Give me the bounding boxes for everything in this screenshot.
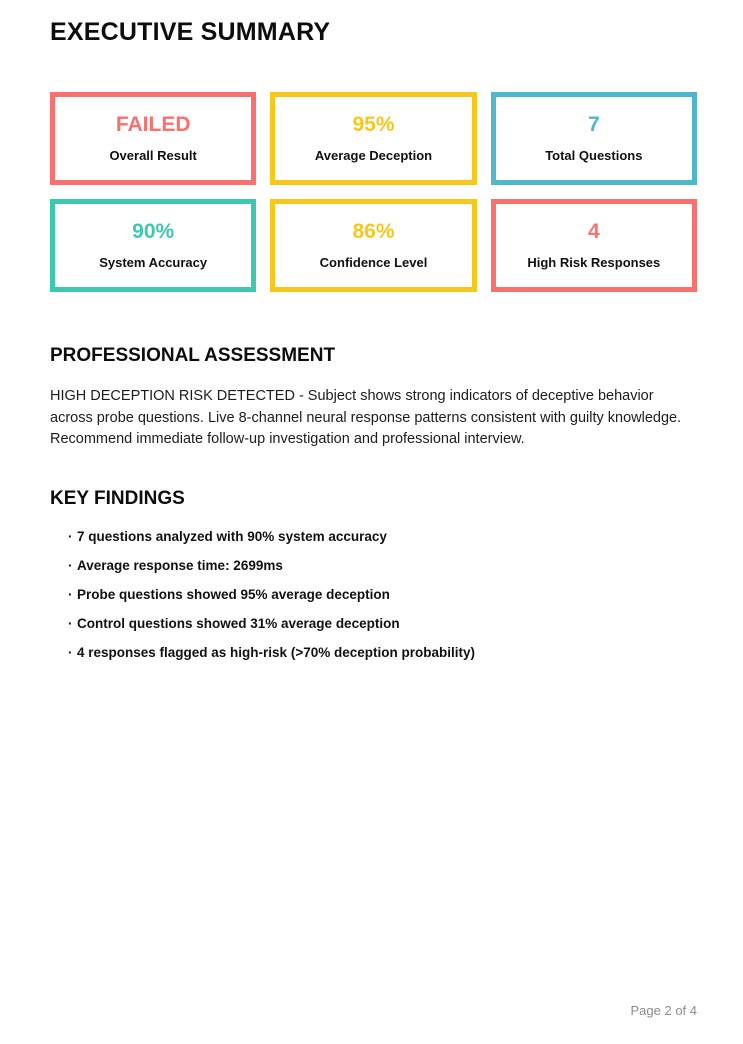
finding-item bbox=[68, 559, 697, 573]
bullet-icon: · bbox=[68, 615, 73, 631]
findings-list bbox=[50, 530, 697, 660]
stat-value: 95% bbox=[352, 113, 395, 136]
finding-text: 7 questions analyzed with 90% system accuracy bbox=[77, 528, 387, 544]
finding-text: Average response time: 2699ms bbox=[77, 557, 283, 573]
bullet-icon: · bbox=[68, 586, 73, 602]
finding-item bbox=[68, 617, 697, 631]
stat-card-average-deception bbox=[270, 92, 476, 185]
summary-stat-grid bbox=[50, 92, 697, 292]
assessment-body-text: HIGH DECEPTION RISK DETECTED - Subject shows strong indicators of deceptive behavior across probe questions. Live 8-channel neural response patterns consistent with guilty knowledge. Recommend immediate follow-up investigation and professional interview. bbox=[50, 388, 682, 447]
stat-value: FAILED bbox=[115, 113, 191, 136]
stat-value: 86% bbox=[352, 220, 395, 243]
bullet-icon: · bbox=[68, 557, 73, 573]
bullet-icon: · bbox=[68, 644, 73, 660]
stat-label: Overall Result bbox=[109, 148, 197, 163]
finding-item bbox=[68, 530, 697, 544]
finding-text: Probe questions showed 95% average deception bbox=[77, 586, 390, 602]
finding-text: 4 responses flagged as high-risk (>70% deception probability) bbox=[77, 644, 475, 660]
page-number: Page 2 of 4 bbox=[630, 1003, 697, 1018]
finding-item bbox=[68, 646, 697, 660]
assessment-heading: PROFESSIONAL ASSESSMENT bbox=[50, 345, 336, 366]
stat-label: System Accuracy bbox=[99, 255, 208, 270]
stat-label: Average Deception bbox=[314, 148, 433, 163]
stat-value: 7 bbox=[587, 113, 600, 136]
stat-label: Confidence Level bbox=[319, 255, 428, 270]
stat-value: 4 bbox=[587, 220, 600, 243]
stat-card-total-questions bbox=[491, 92, 697, 185]
finding-text: Control questions showed 31% average deception bbox=[77, 615, 400, 631]
page-title: EXECUTIVE SUMMARY bbox=[50, 18, 331, 46]
stat-card-high-risk-responses bbox=[491, 199, 697, 292]
bullet-icon: · bbox=[68, 528, 73, 544]
findings-heading: KEY FINDINGS bbox=[50, 487, 185, 509]
stat-card-confidence-level bbox=[270, 199, 476, 292]
finding-item bbox=[68, 588, 697, 602]
stat-label: Total Questions bbox=[545, 148, 643, 163]
stat-card-system-accuracy bbox=[50, 199, 256, 292]
stat-value: 90% bbox=[132, 220, 175, 243]
stat-card-overall-result bbox=[50, 92, 256, 185]
stat-label: High Risk Responses bbox=[527, 255, 661, 270]
